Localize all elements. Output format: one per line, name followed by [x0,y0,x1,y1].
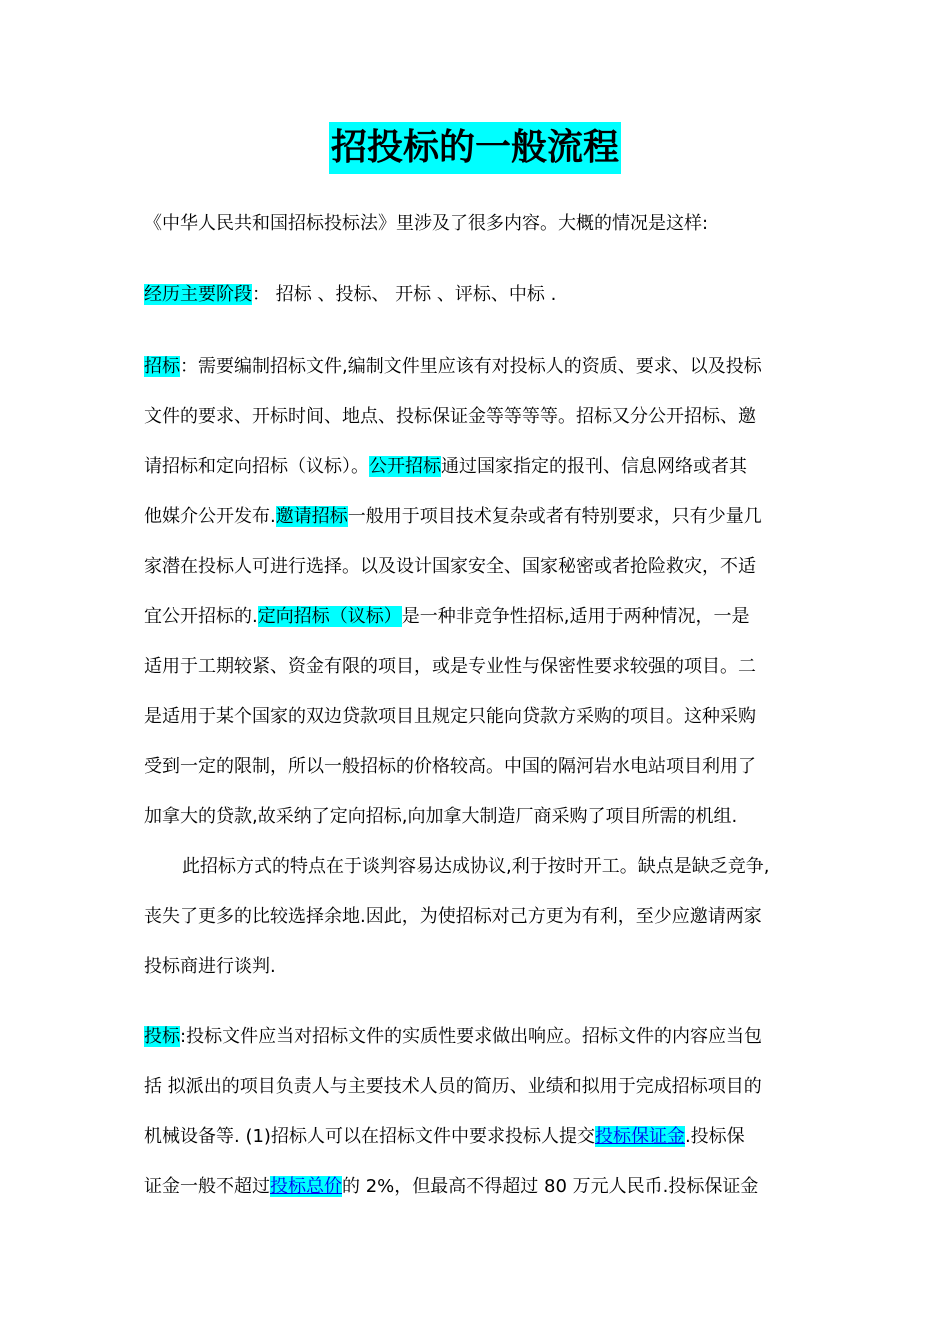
open-tender-term: 公开招标 [369,456,441,477]
invite-label: 招标 [144,356,180,377]
stages-text: ： 招标 、投标、 开标 、评标、中标 . [252,284,557,305]
bid-total-price-link[interactable]: 投标总价 [270,1176,342,1197]
invite-text-4b: 一般用于项目技术复杂或者有特别要求，只有少量几 [347,506,762,527]
invite-text-9: 受到一定的限制，所以一般招标的价格较高。中国的隔河岩水电站项目利用了 [144,756,756,777]
invite-line-1 [144,352,762,382]
invite-text-1: ：需要编制招标文件,编制文件里应该有对投标人的资质、要求、以及投标 [180,356,762,377]
invite-text-8: 是适用于某个国家的双边贷款项目且规定只能向贷款方采购的项目。这种采购 [144,706,756,727]
invite-text-3b: 通过国家指定的报刊、信息网络或者其 [441,456,747,477]
invite-line-3 [144,452,747,482]
feature-line-1 [182,852,769,882]
invite-text-6a: 宜公开招标的. [144,606,258,627]
invite-text-3a: 请招标和定向招标（议标）。 [144,456,369,477]
invite-text-4a: 他媒介公开发布. [144,506,276,527]
submit-text-4b: 的 2%，但最高不得超过 80 万元人民币.投标保证金 [342,1176,759,1197]
invite-line-4 [144,502,762,532]
submit-line-3 [144,1122,745,1152]
invite-line-6 [144,602,749,632]
invite-text-7: 适用于工期较紧、资金有限的项目，或是专业性与保密性要求较强的项目。二 [144,656,756,677]
page-title: 招投标的一般流程 [329,122,621,174]
stages-label: 经历主要阶段 [144,284,252,305]
submit-text-2: 括 拟派出的项目负责人与主要技术人员的简历、业绩和拟用于完成招标项目的 [144,1076,762,1097]
intro-text: 《中华人民共和国招标投标法》里涉及了很多内容。大概的情况是这样: [144,213,709,234]
invite-line-10 [144,802,737,832]
feature-line-2 [144,902,762,932]
feature-text-2: 丧失了更多的比较选择余地.因此，为使招标对己方更为有利，至少应邀请两家 [144,906,762,927]
directed-tender-term: 定向招标（议标） [257,606,402,627]
invite-text-2: 文件的要求、开标时间、地点、投标保证金等等等等。招标又分公开招标、邀 [144,406,756,427]
submit-label: 投标 [144,1026,180,1047]
invite-text-6b: 是一种非竞争性招标,适用于两种情况，一是 [401,606,750,627]
feature-line-3 [144,952,276,982]
submit-line-4 [144,1172,758,1202]
submit-text-3a: 机械设备等. (1)招标人可以在招标文件中要求投标人提交 [144,1126,595,1147]
invited-tender-term: 邀请招标 [275,506,348,527]
submit-line-1 [144,1022,762,1052]
submit-text-3b: .投标保 [684,1126,745,1147]
submit-text-1: :投标文件应当对招标文件的实质性要求做出响应。招标文件的内容应当包 [180,1026,763,1047]
submit-line-2 [144,1072,762,1102]
stages-line [144,280,556,310]
invite-text-5: 家潜在投标人可进行选择。以及设计国家安全、国家秘密或者抢险救灾，不适 [144,556,756,577]
submit-text-4a: 证金一般不超过 [144,1176,270,1197]
invite-line-5 [144,552,756,582]
title-row [0,122,950,174]
feature-text-1: 此招标方式的特点在于谈判容易达成协议,利于按时开工。缺点是缺乏竞争, [182,856,770,877]
invite-line-2 [144,402,756,432]
invite-line-9 [144,752,756,782]
feature-text-3: 投标商进行谈判. [144,956,276,977]
invite-line-8 [144,702,756,732]
bid-bond-link[interactable]: 投标保证金 [594,1126,685,1147]
invite-text-10: 加拿大的贷款,故采纳了定向招标,向加拿大制造厂商采购了项目所需的机组. [144,806,738,827]
intro-line [144,209,708,239]
invite-line-7 [144,652,756,682]
